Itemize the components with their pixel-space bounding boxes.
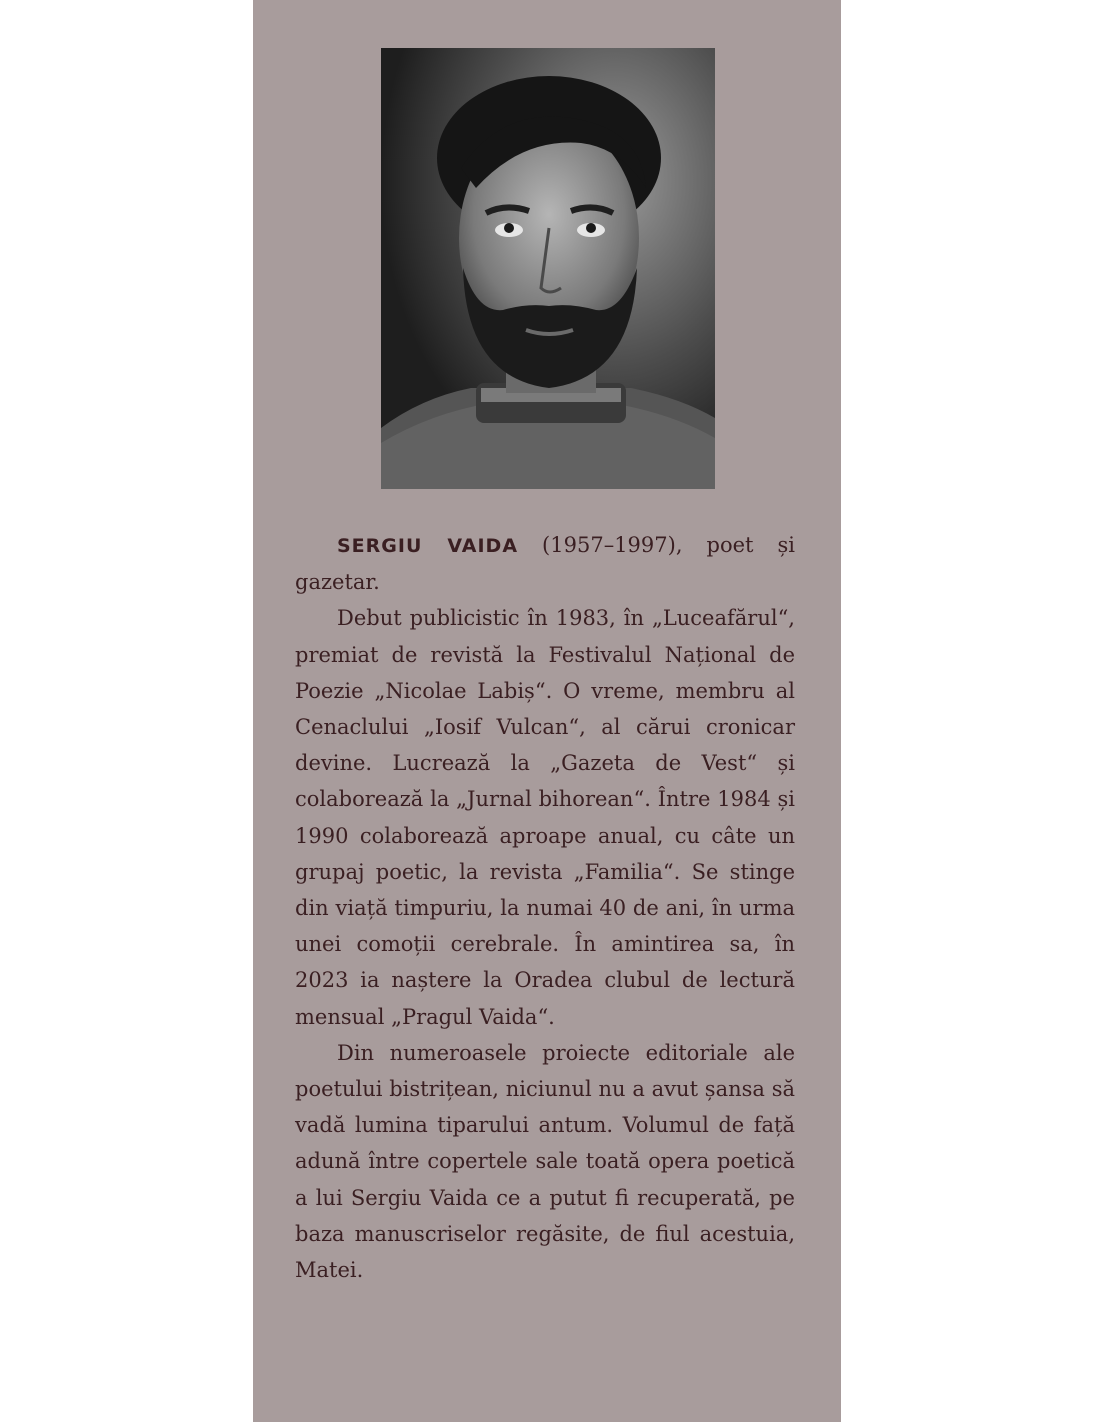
author-name: SERGIU VAIDA [337, 535, 519, 557]
author-dates-role: (1957–1997), poet și gazetar. [295, 533, 796, 595]
bio-paragraph-intro [295, 527, 795, 600]
portrait-illustration [381, 48, 715, 489]
author-biography [295, 527, 795, 1288]
book-flap [253, 0, 841, 1422]
bio-paragraph-career: Debut publicistic în 1983, în „Luceafărul“, premiat de revistă la Festivalul Național de Poezie „Nicolae Labiș“. O vreme, membru al Cenaclului „Iosif Vulcan“, al cărui cronicar devine. Lucrează la „Gazeta de Vest“ și colaborează la „Jurnal bihorean“. Între 1984 și 1990 colaborează aproape anual, cu câte un grupaj poetic, la revista „Familia“. Se stinge din viață timpuriu, la numai 40 de ani, în urma unei comoții cerebrale. În amintirea sa, în 2023 ia naștere la Oradea clubul de lectură mensual „Pragul Vaida“. [295, 606, 795, 1029]
bio-paragraph-volume: Din numeroasele proiecte editoriale ale poetului bistrițean, niciunul nu a avut șansa să vadă lumina tiparului antum. Volumul de față adună între copertele sale toată opera poetică a lui Sergiu Vaida ce a putut fi recuperată, pe baza manuscriselor regăsite, de fiul acestuia, Matei. [295, 1040, 795, 1283]
author-portrait-photo [381, 48, 715, 489]
